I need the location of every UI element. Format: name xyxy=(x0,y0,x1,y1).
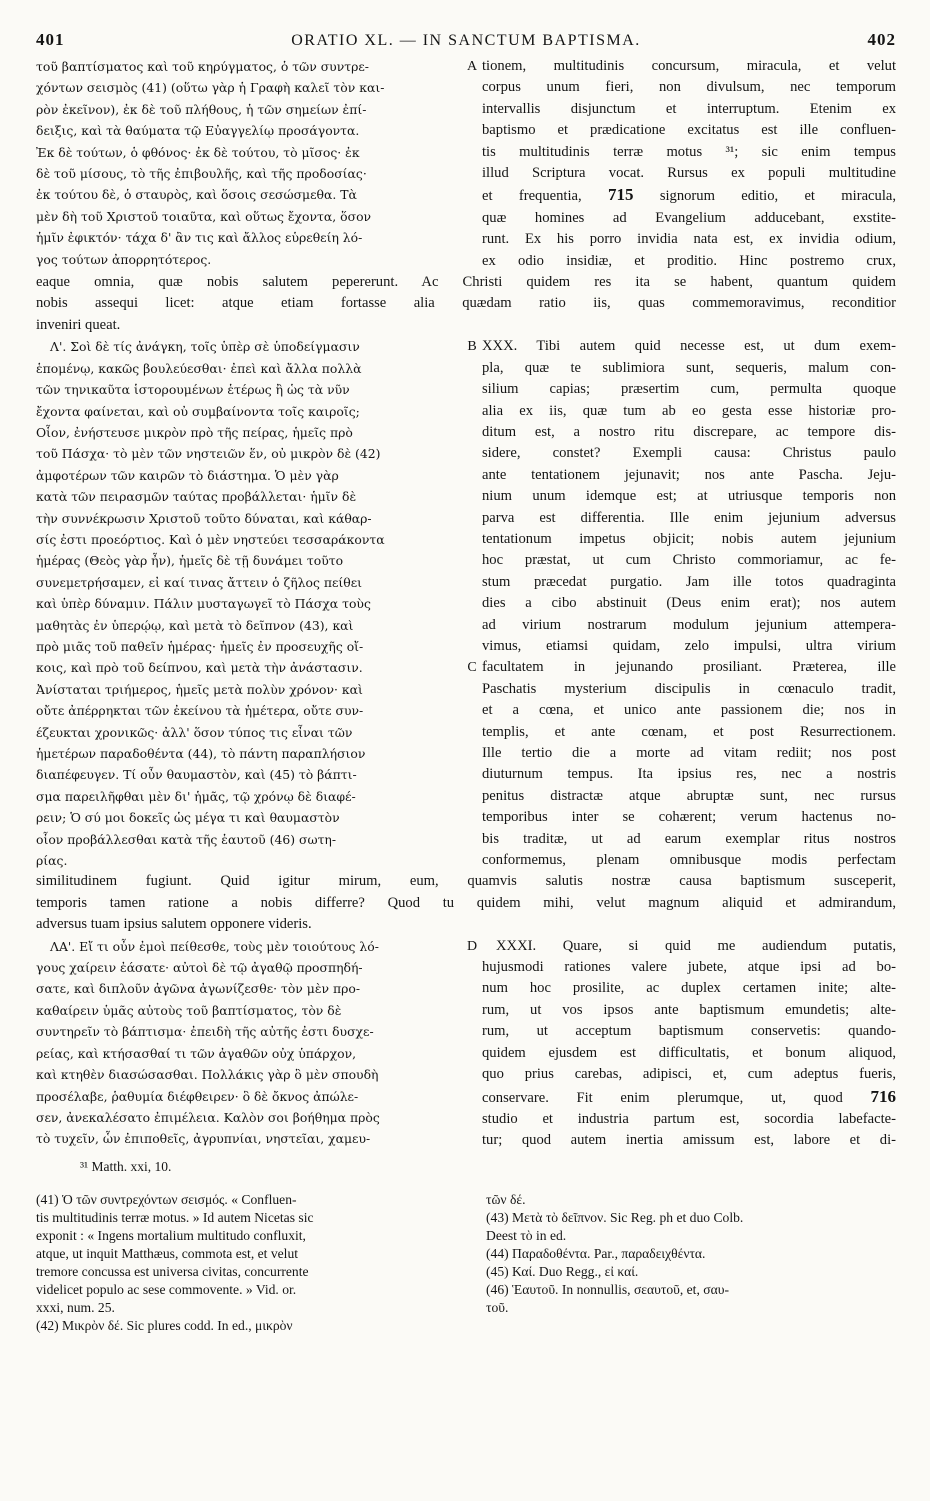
greek-line: ρειν; Ὁ σύ μοι δοκεῖς ὡς μέγα τι καὶ θαυμαστὸν xyxy=(36,810,340,826)
greek-line: πρὸ μιᾶς τοῦ παθεῖν ἡμέρας· ἡμεῖς ἐν προσευχῆς οἴ- xyxy=(36,638,364,654)
greek-line: ρὸν ἐκεῖνον), ἐκ δὲ τοῦ πλήθους, ἡ τῶν σημείων ἐπί- xyxy=(36,101,367,117)
latin-line: quidem ejusdem est difficultatis, et bonum aliquod, xyxy=(482,1044,896,1061)
latin-line: ditum est, a nostro ritu discrepare, ac tempore dis- xyxy=(482,423,896,440)
greek-line: συνεμετρήσαμεν, εἰ καί τινας ἄττειν ὁ ζῆλος πείθει xyxy=(36,574,363,590)
greek-line: έζευκται χρονικῶς· ἀλλ' ὅσον τύπος τις εἶναι τῶν xyxy=(36,724,353,740)
latin-line: pla, quæ te sublimiora sunt, sequeris, malum con- xyxy=(482,359,896,376)
block-2 xyxy=(36,336,896,871)
latin-line: baptismo et prædicatione excitatus est ille confluen- xyxy=(482,122,896,139)
greek-line: ἡμῖν ἐφικτόν· τάχα δ' ἂν τις καὶ ἄλλος εὑρεθείη λό- xyxy=(36,230,363,246)
greek-column-1 xyxy=(36,56,462,270)
greek-line: σίς ἐστι προεόρτιος. Καὶ ὁ μὲν νηστεύει τεσσαράκοντα xyxy=(36,531,385,547)
greek-line: ρείας, καὶ κτήσασθαί τι τῶν ἀγαθῶν οὐχ ὑπάρχον, xyxy=(36,1045,357,1061)
greek-line: τοῦ Πάσχα· τὸ μὲν τῶν νηστειῶν ἕν, οὐ μικρὸν δὲ (42) xyxy=(36,446,381,462)
footnote-line: atque, ut inquit Matthæus, commota est, et velut xyxy=(36,1246,299,1262)
greek-line: κατὰ τῶν πειρασμῶν ταύτας προβάλλεται· ἡμῖν δὲ xyxy=(36,489,357,505)
footnote-line: τοῦ. xyxy=(486,1300,509,1316)
latin-line: et a cœna, et unico ante passionem die; nos in xyxy=(482,702,896,719)
latin-line-with-column-number xyxy=(482,1086,896,1109)
latin-line: tentationum impetus objicit; nobis autem jejunium xyxy=(482,530,896,547)
full-width-latin-2 xyxy=(36,871,896,935)
footnote-line: exponit : « Ingens mortalium multitudo confluxit, xyxy=(36,1228,306,1244)
greek-line: Λ'. Σοὶ δὲ τίς ἀνάγκη, τοῖς ὑπὲρ σὲ ὑποδείγμασιν xyxy=(50,339,360,355)
latin-line: stum præcedat purgatio. Jam ille totos quadraginta xyxy=(482,573,896,590)
greek-line: ἡμετέρων παραδοθέντα (44), τὸ πάντη παραπλήσιον xyxy=(36,746,366,761)
latin-line-with-column-number xyxy=(482,184,896,207)
greek-line: τοῦ βαπτίσματος καὶ τοῦ κηρύγματος, ὁ τῶν συντρε- xyxy=(36,59,369,74)
latin-line: hoc præstat, ut cum Christo commoriamur, ac fe- xyxy=(482,552,896,569)
latin-line: corpus unum fieri, non divulsum, nec temporum xyxy=(482,79,896,96)
latin-line: quæ homines ad Evangelium adducebant, exstite- xyxy=(482,209,896,226)
latin-line: illud Scriptura vocat. Rursus ex populi multitudine xyxy=(482,165,896,182)
greek-line: συντηρεῖν τὸ βάπτισμα· ἐπειδὴ τῆς αὐτῆς ἐστι δυσχε- xyxy=(36,1024,374,1040)
footnote-line: (41) Ὁ τῶν συντρεχόντων σεισμός. « Confluen- xyxy=(36,1192,297,1208)
latin-line: temporibus inter se cohærent; verum hactenus no- xyxy=(482,809,896,826)
greek-line: ἡμέρας (Θεὸς γὰρ ἦν), ἡμεῖς δὲ τῇ δυνάμει τοῦτο xyxy=(36,553,344,569)
latin-line: penitus distractæ atque abruptæ sunt, nec rursus xyxy=(482,787,896,804)
greek-line: μαθητὰς ἐν ὑπερῴῳ, καὶ μετὰ τὸ δεῖπνον (43), καὶ xyxy=(36,617,354,633)
latin-column-2 xyxy=(482,336,896,871)
footnote-line: videlicet populo ac sese commovente. » Vid. or. xyxy=(36,1282,297,1298)
greek-line: σεν, ἀνεκαλέσατο ἐπιμέλεια. Καλὸν σοι βοήθημα πρὸς xyxy=(36,1109,380,1125)
latin-line: alia ex iis, quæ tum ab eo gesta esse historiæ pro- xyxy=(482,402,896,419)
latin-line: tis multitudinis terræ motus ³¹; sic enim tempus xyxy=(482,143,896,160)
section-marker-b: B xyxy=(467,339,477,355)
greek-line: γους χαίρειν ἐάσατε· αὐτοὶ δὲ τῷ ἀγαθῷ προσπηδή- xyxy=(36,960,363,976)
footnotes-left xyxy=(36,1191,462,1335)
greek-column-3 xyxy=(36,936,462,1177)
latin-line: hujusmodi rationes valere jubete, atque ipsi ad bo- xyxy=(482,959,896,976)
section-marker-c: C xyxy=(467,660,477,676)
greek-line: μὲν δὴ τοῦ Χριστοῦ τοιαῦτα, καὶ οὕτως ἔχοντα, ὅσον xyxy=(36,208,372,224)
latin-line: silium capias; præsertim cum, permulta quoque xyxy=(482,381,896,398)
latin-line: Paschatis mysterium discipulis in cœnaculo tradit, xyxy=(482,680,896,697)
latin-line-end: signorum editio, et miracula, xyxy=(659,188,896,205)
footnote-line: (44) Παραδοθέντα. Par., παραδειχθέντα. xyxy=(486,1246,706,1262)
latin-line: nium unum idemque est; at utriusque temporis non xyxy=(482,488,896,505)
latin-line: num hoc prosilite, ac duplex certamen inite; alte- xyxy=(482,980,896,997)
section-marker-d: D xyxy=(466,938,478,954)
scripture-reference: ³¹ Matth. xxi, 10. xyxy=(80,1158,172,1174)
running-title: ORATIO XL. — IN SANCTUM BAPTISMA. xyxy=(291,32,641,49)
latin-line: diuturnum tempus. Ita ipsius res, nec a nostris xyxy=(482,766,896,783)
greek-line: προσέλαβε, ῥαθυμία διέφθειρεν· ὃ δὲ ὄκνος ἀπώλε- xyxy=(36,1088,359,1104)
greek-line: Ἀνίσταται τριήμερος, ἡμεῖς μετὰ πολὺν χρόνον· καὶ xyxy=(36,681,363,697)
latin-line: rum, ut vos ipsos ante baptismum emundetis; alte- xyxy=(482,1001,896,1018)
running-header xyxy=(36,30,896,50)
latin-line: templis, et ante cœnam, et post Resurrectionem. xyxy=(482,723,896,740)
section-markers-bc xyxy=(462,336,482,678)
footnotes-right xyxy=(486,1191,896,1335)
greek-line: Οἷον, ἐνήστευσε μικρὸν πρὸ τῆς πείρας, ἡμεῖς πρὸ xyxy=(36,424,353,440)
latin-line: conformemus, plenam omnibusque modis perfectam xyxy=(482,852,896,869)
latin-line: vimus, etiamsi quidam, zelo impulsi, ultra virium xyxy=(482,637,896,654)
greek-column-2 xyxy=(36,336,462,871)
column-number: 715 xyxy=(607,185,634,205)
latin-line: nobis assequi licet: atque etiam fortasse alia quædam ratio iis, quas commemoravimus, reconditior xyxy=(36,295,896,312)
latin-line: Ille tertio die a morte ad vitam rediit; nos post xyxy=(482,745,896,761)
latin-line: sidere, constet? Exempli causa: Christus paulo xyxy=(482,445,896,462)
latin-line: tur; quod autem inertia amissum est, labore et di- xyxy=(482,1132,896,1149)
greek-line: δὲ τοῦ μίσους, τὸ τῆς ἐπιβουλῆς, καὶ τῆς προδοσίας· xyxy=(36,166,367,182)
footnote-line: xxxi, num. 25. xyxy=(36,1300,115,1316)
latin-line: parva est differentia. Ille enim jejunium adversus xyxy=(482,509,896,526)
footnote-line: (45) Καί. Duo Regg., εἰ καί. xyxy=(486,1264,639,1280)
latin-line: runt. Ex his porro invidia nata est, ex invidia odium, xyxy=(482,231,896,248)
greek-line: κοις, καὶ πρὸ τοῦ δείπνου, καὶ μετὰ τὴν ἀνάστασιν. xyxy=(36,660,363,676)
latin-line: XXXI. Quare, si quid me audiendum putatis, xyxy=(496,937,896,954)
latin-column-1 xyxy=(482,56,896,272)
greek-line: τῶν τηνικαῦτα ἱστορουμένων ἑτέρως ἢ ὡς τὰ νῦν xyxy=(36,382,350,398)
latin-line: ad virium nostrarum modulum jejunium attempera- xyxy=(482,616,896,633)
footnotes xyxy=(36,1191,896,1335)
latin-line: tionem, multitudinis concursum, miracula, et velut xyxy=(482,58,896,74)
greek-line: ἔχοντα φαίνεται, καὶ οὐ συμβαίνοντα τοῖς καιροῖς; xyxy=(36,403,360,419)
greek-line: οἷον προβάλλεσθαι κατὰ τῆς ἑαυτοῦ (46) σωτη- xyxy=(36,831,337,847)
section-marker-a: A xyxy=(466,59,478,74)
greek-line: δειξις, καὶ τὰ θαύματα τῷ Εὐαγγελίῳ προσάγοντα. xyxy=(36,123,360,139)
greek-line: σμα παρειλῆφθαι μὲν δι' ἡμᾶς, τῷ χρόνῳ δὲ διαφέ- xyxy=(36,788,356,804)
greek-line: καὶ ὑπὲρ δύναμιν. Πάλιν μυσταγωγεῖ τὸ Πάσχα τοὺς xyxy=(36,596,371,612)
block-3 xyxy=(36,936,896,1177)
latin-line-start: conservare. Fit enim plerumque, ut, quod xyxy=(482,1089,843,1106)
latin-line: ex odio insidiæ, et proditio. Hinc postremo crux, xyxy=(482,252,896,269)
greek-line: ἐκ τούτου δὲ, ὁ σταυρὸς, καὶ ὅσοις σεσώσμεθα. Τὰ xyxy=(36,187,357,203)
greek-line: τὴν συννέκρωσιν Χριστοῦ τοῦτο δύναται, καὶ κάθαρ- xyxy=(36,510,372,526)
full-width-latin-1 xyxy=(36,272,896,336)
left-page-number: 401 xyxy=(36,30,65,49)
greek-line: Ἐκ δὲ τούτων, ὁ φθόνος· ἐκ δὲ τούτου, τὸ μῖσος· ἐκ xyxy=(36,144,360,160)
latin-line: rum, ut acceptum baptismum conservetis: quando- xyxy=(482,1023,896,1040)
latin-line: bis traditæ, ut ad earum exemplar ritus nostros xyxy=(482,830,896,847)
greek-line: διαπέφευγεν. Τί οὖν θαυμαστὸν, καὶ (45) τὸ βάπτι- xyxy=(36,767,357,783)
latin-line: eaque omnia, quæ nobis salutem pepererunt. Ac Christi quidem res ita se habent, quantum quidem xyxy=(36,274,896,291)
right-page-number: 402 xyxy=(867,30,896,49)
greek-line: οὔτε ἀπέρρηκται τῶν ἐκείνου τὰ ἡμέτερα, οὔτε συν- xyxy=(36,703,364,719)
latin-line: XXX. Tibi autem quid necesse est, ut dum exem- xyxy=(482,338,896,355)
greek-line: τὸ τυχεῖν, ὧν ἐπιποθεῖς, ἀγρυπνίαι, νηστεῖαι, χαμευ- xyxy=(36,1131,371,1147)
latin-column-3 xyxy=(482,936,896,1152)
greek-line: ἀμφοτέρων τῶν καιρῶν τὸ διάστημα. Ὁ μὲν γὰρ xyxy=(36,467,339,483)
block-1 xyxy=(36,56,896,272)
greek-line: γος τούτων ἀπορρητότερος. xyxy=(36,251,212,267)
latin-line: intervallis disjunctum et interruptum. Etenim ex xyxy=(482,100,896,117)
greek-line: ἑπομένῳ, κακῶς βουλεύεσθαι· ἐπεὶ καὶ ἄλλα πολλὰ xyxy=(36,360,362,376)
latin-line: inveniri queat. xyxy=(36,316,121,333)
latin-line: ante tentationem jejunavit; nos ante Pascha. Jeju- xyxy=(482,466,896,483)
footnote-line: (43) Μετὰ τὸ δεῖπνον. Sic Reg. ph et duo Colb. xyxy=(486,1210,744,1226)
latin-line: dies a cibo abstinuit (Deus enim erat); nos autem xyxy=(482,595,896,612)
greek-line: σατε, καὶ διπλοῦν ἀγῶνα ἀγωνίζεσθε· τὸν μὲν προ- xyxy=(36,981,361,997)
latin-line: similitudinem fugiunt. Quid igitur mirum, eum, quamvis salutis nostræ causa baptismum susceperit, xyxy=(36,873,896,890)
latin-line: quo prius carebas, adipisci, et, cum adeptus fueris, xyxy=(482,1066,896,1083)
footnote-line: Deest τὸ in ed. xyxy=(486,1228,567,1244)
greek-line: ρίας. xyxy=(36,853,68,869)
marker-gap xyxy=(462,358,482,658)
latin-line: temporis tamen ratione a nobis differre? Quod tu quidem mihi, velut magnum aliquid et admirandum, xyxy=(36,894,896,911)
footnote-line: τῶν δέ. xyxy=(486,1192,526,1208)
greek-line: καθαίρειν ὑμᾶς αὐτοὺς τοῦ βαπτίσματος, τὸν δὲ xyxy=(36,1002,342,1018)
latin-line: studio et industria partum est, socordia labefacte- xyxy=(482,1110,896,1127)
latin-line: adversus tuam ipsius salutem opponere videris. xyxy=(36,916,312,933)
greek-line: ΛΑ'. Εἴ τι οὖν ἐμοὶ πείθεσθε, τοὺς μὲν τοιούτους λό- xyxy=(50,938,379,954)
greek-line: χόντων σεισμὸς (41) (οὕτω γὰρ ἡ Γραφὴ καλεῖ τὸν και- xyxy=(36,80,385,96)
column-number: 716 xyxy=(870,1086,896,1106)
latin-line-start: et frequentia, xyxy=(482,188,582,205)
footnote-line: tis multitudinis terræ motus. » Id autem Nicetas sic xyxy=(36,1210,314,1226)
page xyxy=(36,30,896,1335)
latin-line: facultatem in jejunando prosiliant. Præterea, ille xyxy=(482,659,896,676)
footnote-line: tremore concussa est universa civitas, concurrente xyxy=(36,1264,309,1280)
footnote-line: (42) Μικρὸν δέ. Sic plures codd. In ed., μικρὸν xyxy=(36,1318,293,1334)
greek-line: καὶ κτηθὲν διασώσασθαι. Πολλάκις γὰρ ὃ μὲν σπουδὴ xyxy=(36,1067,379,1083)
footnote-line: (46) Ἑαυτοῦ. In nonnullis, σεαυτοῦ, et, σαυ- xyxy=(486,1282,729,1298)
